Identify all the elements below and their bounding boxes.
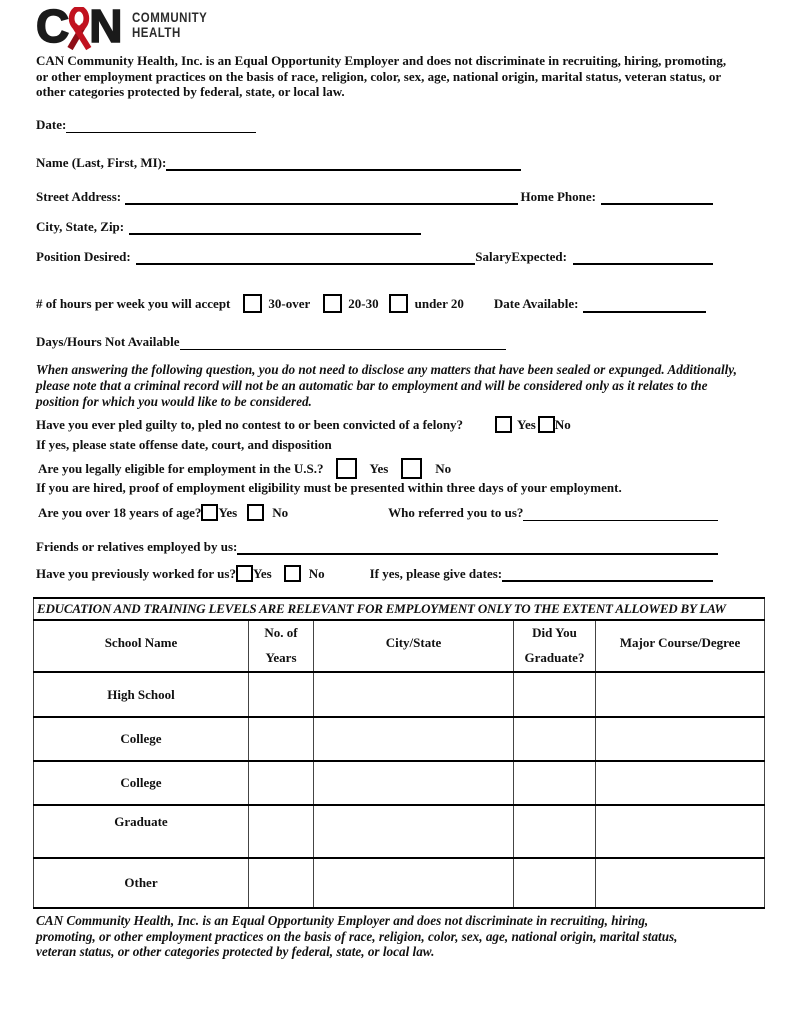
over18-no-label: No (272, 505, 289, 520)
hours-per-week-label: # of hours per week you will accept (36, 296, 231, 311)
felony-no-checkbox[interactable] (538, 416, 555, 433)
college1-graduate-cell[interactable] (514, 717, 596, 761)
date-available-label: Date Available: (493, 296, 579, 311)
over18-question: Are you over 18 years of age? (38, 505, 202, 520)
previous-yes-label: Yes (252, 566, 272, 581)
other-major-cell[interactable] (596, 858, 765, 908)
days-hours-input-line[interactable] (180, 334, 507, 350)
college1-major-cell[interactable] (596, 717, 765, 761)
red-awareness-ribbon-icon (64, 7, 94, 56)
education-table-header-row (34, 620, 765, 672)
logo-wordmark-line1: COMMUNITY (132, 10, 208, 25)
hours-30over-label: 30-over (268, 296, 311, 311)
education-row-college-1 (34, 717, 765, 761)
hours-2030-label: 20-30 (348, 296, 379, 311)
over18-no-checkbox[interactable] (247, 504, 264, 521)
eligible-no-label: No (435, 461, 452, 476)
college2-graduate-cell[interactable] (514, 761, 596, 805)
hours-30over-checkbox[interactable] (243, 294, 262, 313)
friends-relatives-input-line[interactable] (237, 539, 718, 555)
criminal-record-notice: When answering the following question, you do not need to disclose any matters that have been sealed or expunged. Additionally, please note that a criminal record will not be an automatic bar to employment and will be considered only as it relates to the position for which you would like to be considered. (36, 362, 737, 409)
can-community-health-logo (36, 0, 221, 55)
street-address-label: Street Address: (36, 189, 122, 204)
logo-wordmark (132, 10, 207, 40)
row-label-other: Other (34, 858, 249, 908)
name-input-line[interactable] (166, 155, 521, 171)
previous-dates-input-line[interactable] (502, 566, 713, 582)
previous-no-checkbox[interactable] (284, 565, 301, 582)
row-label-college-2: College (34, 761, 249, 805)
high-school-city-state-cell[interactable] (314, 672, 514, 717)
street-address-input-line[interactable] (125, 189, 517, 205)
column-header-did-you-graduate: Did You Graduate? (514, 620, 596, 672)
education-row-college-2 (34, 761, 765, 805)
eligible-question: Are you legally eligible for employment in the U.S.? (38, 461, 324, 476)
friends-relatives-label: Friends or relatives employed by us: (36, 539, 238, 554)
name-label: Name (Last, First, MI): (36, 155, 167, 170)
high-school-years-cell[interactable] (249, 672, 314, 717)
education-table (33, 597, 765, 909)
college2-years-cell[interactable] (249, 761, 314, 805)
eligible-no-checkbox[interactable] (401, 458, 422, 479)
logo-wordmark-line2: HEALTH (132, 25, 182, 40)
previous-work-question: Have you previously worked for us? (36, 566, 236, 581)
salary-expected-label: SalaryExpected: (475, 249, 567, 264)
logo-letter-c: C (36, 0, 70, 52)
felony-followup-label: If yes, please state offense date, court, and disposition (36, 437, 332, 452)
education-row-other (34, 858, 765, 908)
felony-question: Have you ever pled guilty to, pled no contest to or been convicted of a felony? (36, 417, 464, 432)
over18-yes-checkbox[interactable] (201, 504, 218, 521)
date-label: Date: (36, 117, 67, 132)
position-desired-input-line[interactable] (136, 249, 476, 265)
column-header-school-name: School Name (34, 620, 249, 672)
eligible-yes-label: Yes (369, 461, 389, 476)
high-school-major-cell[interactable] (596, 672, 765, 717)
days-hours-not-available-label: Days/Hours Not Available (36, 334, 180, 349)
college2-major-cell[interactable] (596, 761, 765, 805)
graduate-years-cell[interactable] (249, 805, 314, 858)
home-phone-input-line[interactable] (601, 189, 713, 205)
other-city-state-cell[interactable] (314, 858, 514, 908)
college1-city-state-cell[interactable] (314, 717, 514, 761)
felony-yes-label: Yes (517, 417, 536, 432)
row-label-high-school: High School (34, 672, 249, 717)
graduate-graduate-cell[interactable] (514, 805, 596, 858)
education-table-title: EDUCATION AND TRAINING LEVELS ARE RELEVANT FOR EMPLOYMENT ONLY TO THE EXTENT ALLOWED BY LAW (34, 598, 765, 620)
felony-yes-checkbox[interactable] (495, 416, 512, 433)
column-header-city-state: City/State (314, 620, 514, 672)
education-table-title-row (34, 598, 765, 620)
graduate-major-cell[interactable] (596, 805, 765, 858)
eeo-statement-top: CAN Community Health, Inc. is an Equal Opportunity Employer and does not discriminate in recruiting, hiring, promoting, or other employment practices on the basis of race, religion, color, sex, age, national origin, marital status, veteran status, or other categories protected by federal, state, or local law. (36, 53, 727, 99)
felony-no-label: No (554, 417, 571, 432)
row-label-graduate: Graduate (34, 805, 249, 858)
referred-input-line[interactable] (523, 505, 718, 521)
eligible-yes-checkbox[interactable] (336, 458, 357, 479)
high-school-graduate-cell[interactable] (514, 672, 596, 717)
city-state-zip-input-line[interactable] (129, 219, 421, 235)
other-graduate-cell[interactable] (514, 858, 596, 908)
hours-under20-label: under 20 (414, 296, 464, 311)
previous-yes-checkbox[interactable] (236, 565, 253, 582)
date-available-input-line[interactable] (583, 297, 706, 313)
city-state-zip-label: City, State, Zip: (36, 219, 125, 234)
row-label-college-1: College (34, 717, 249, 761)
hours-2030-checkbox[interactable] (323, 294, 342, 313)
education-row-graduate (34, 805, 765, 858)
position-desired-label: Position Desired: (36, 249, 131, 264)
previous-no-label: No (308, 566, 325, 581)
salary-expected-input-line[interactable] (573, 249, 713, 265)
eeo-statement-bottom: CAN Community Health, Inc. is an Equal Opportunity Employer and does not discriminate in recruiting, hiring, promoting, or other employment practices on the basis of race, religion, color, sex, age, national origin, marital status, veteran status, or other categories protected by federal, state, or local law. (36, 913, 678, 959)
hours-under20-checkbox[interactable] (389, 294, 408, 313)
college1-years-cell[interactable] (249, 717, 314, 761)
over18-yes-label: Yes (218, 505, 238, 520)
logo-letter-n: N (89, 0, 123, 52)
previous-dates-label: If yes, please give dates: (369, 566, 503, 581)
date-input-line[interactable] (66, 117, 256, 133)
college2-city-state-cell[interactable] (314, 761, 514, 805)
referred-label: Who referred you to us? (388, 505, 524, 520)
home-phone-label: Home Phone: (520, 189, 596, 204)
eligibility-note: If you are hired, proof of employment eligibility must be presented within three days of your employment. (36, 480, 622, 495)
graduate-city-state-cell[interactable] (314, 805, 514, 858)
column-header-major-course-degree: Major Course/Degree (596, 620, 765, 672)
column-header-no-of-years: No. of Years (249, 620, 314, 672)
education-row-high-school (34, 672, 765, 717)
other-years-cell[interactable] (249, 858, 314, 908)
